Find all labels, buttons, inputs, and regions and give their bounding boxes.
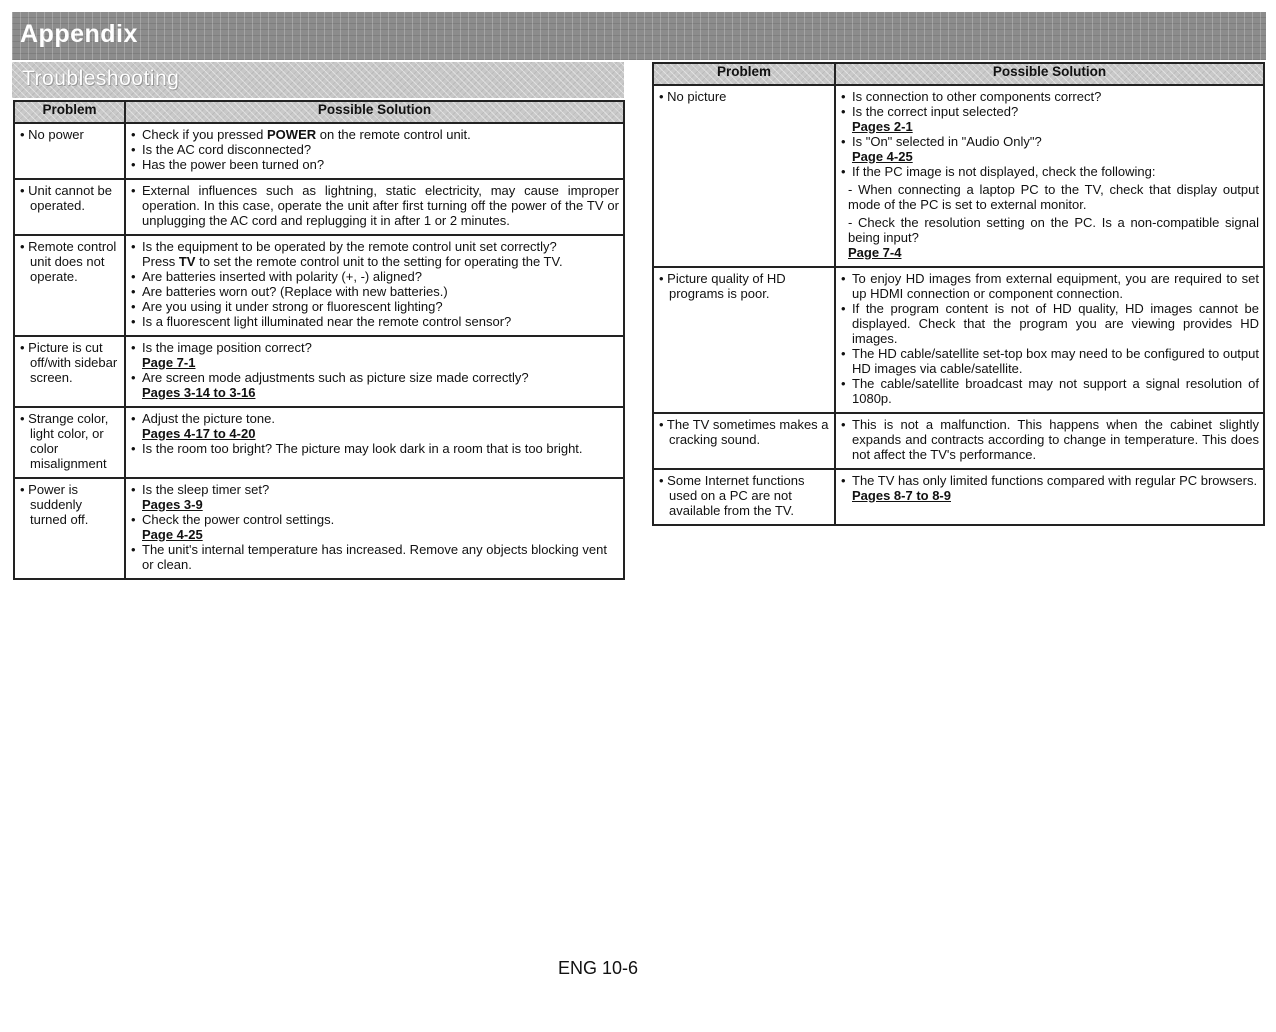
problem-cell bbox=[14, 235, 125, 336]
solution-text: Press bbox=[142, 254, 179, 269]
solution-cell bbox=[125, 235, 624, 336]
solution-cell bbox=[125, 407, 624, 478]
table-row bbox=[14, 407, 624, 478]
problem-text: • Picture quality of HD programs is poor. bbox=[659, 271, 786, 301]
column-header-problem: Problem bbox=[653, 63, 835, 85]
button-name: TV bbox=[178, 254, 196, 269]
table-row bbox=[653, 85, 1264, 267]
table-row bbox=[14, 123, 624, 179]
table-row bbox=[14, 336, 624, 407]
column-header-solution: Possible Solution bbox=[835, 63, 1264, 85]
table-body bbox=[14, 123, 624, 579]
solution-item: • Is the room too bright? The picture may look dark in a room that is too bright. bbox=[130, 441, 619, 456]
page-title: Appendix bbox=[20, 20, 138, 48]
solution-list bbox=[840, 89, 1259, 260]
problem-text: • No picture bbox=[659, 89, 727, 104]
solution-item: • Are batteries inserted with polarity (+, -) aligned? bbox=[130, 269, 619, 284]
table-header-row bbox=[653, 63, 1264, 85]
solution-item: • This is not a malfunction. This happens when the cabinet slightly expands and contracts according to change in temperature. This does not affect the TV's performance. bbox=[840, 417, 1259, 462]
solution-list bbox=[840, 271, 1259, 406]
solution-item: • Is the AC cord disconnected? bbox=[130, 142, 619, 157]
problem-text: • No power bbox=[20, 127, 84, 142]
solution-subitem: - When connecting a laptop PC to the TV, check that display output mode of the PC is set to external monitor. bbox=[848, 182, 1259, 212]
solution-item: • Check the power control settings. bbox=[130, 512, 619, 527]
appendix-banner bbox=[12, 12, 1266, 60]
button-name: POWER bbox=[267, 127, 317, 142]
troubleshooting-table-left bbox=[13, 100, 625, 580]
solution-cell bbox=[125, 336, 624, 407]
solution-list bbox=[130, 340, 619, 400]
solution-list bbox=[840, 473, 1259, 503]
problem-text: • Picture is cut off/with sidebar screen. bbox=[20, 340, 118, 385]
solution-text: to set the remote control unit to the setting for operating the TV. bbox=[195, 254, 563, 269]
problem-text: • The TV sometimes makes a cracking sound. bbox=[659, 417, 829, 447]
problem-text: • Remote control unit does not operate. bbox=[20, 239, 117, 284]
solution-list bbox=[130, 127, 619, 172]
problem-text: • Some Internet functions used on a PC are not available from the TV. bbox=[659, 473, 805, 518]
problem-cell bbox=[14, 179, 125, 235]
solution-item: • Adjust the picture tone. bbox=[130, 411, 619, 426]
problem-cell bbox=[653, 413, 835, 469]
table-row bbox=[653, 469, 1264, 525]
page-reference-link[interactable]: Page 4-25 bbox=[142, 527, 203, 542]
problem-cell bbox=[653, 85, 835, 267]
table-row bbox=[14, 179, 624, 235]
column-header-solution: Possible Solution bbox=[125, 101, 624, 123]
solution-cell bbox=[835, 469, 1264, 525]
solution-item: • The HD cable/satellite set-top box may need to be configured to output HD images via cable/satellite. bbox=[840, 346, 1259, 376]
solution-item: • Is the correct input selected? bbox=[840, 104, 1259, 119]
problem-cell bbox=[14, 407, 125, 478]
solution-cell bbox=[125, 478, 624, 579]
page-reference-link[interactable]: Page 7-1 bbox=[142, 355, 196, 370]
solution-item: • If the PC image is not displayed, check the following: bbox=[840, 164, 1259, 179]
solution-cell bbox=[835, 85, 1264, 267]
solution-list bbox=[130, 482, 619, 572]
problem-text: • Strange color, light color, or color misalignment bbox=[20, 411, 109, 471]
solution-text: Check if you pressed bbox=[142, 127, 268, 142]
problem-cell bbox=[653, 469, 835, 525]
solution-item: • Is a fluorescent light illuminated near the remote control sensor? bbox=[130, 314, 619, 329]
solution-item: • To enjoy HD images from external equipment, you are required to set up HDMI connection or component connection. bbox=[840, 271, 1259, 301]
table-header-row bbox=[14, 101, 624, 123]
solution-cell bbox=[835, 413, 1264, 469]
solution-item: • Is the image position correct? bbox=[130, 340, 619, 355]
table-row bbox=[14, 235, 624, 336]
page-reference-link[interactable]: Page 7-4 bbox=[848, 245, 902, 260]
troubleshooting-table-right bbox=[652, 62, 1265, 526]
solution-item bbox=[130, 254, 619, 269]
solution-list bbox=[840, 417, 1259, 462]
solution-item: • Is "On" selected in "Audio Only"? bbox=[840, 134, 1259, 149]
solution-item: • Is connection to other components correct? bbox=[840, 89, 1259, 104]
solution-item: • External influences such as lightning, static electricity, may cause improper operation. In this case, operate the unit after first turning off the power of the TV or unplugging the AC cord and replugging it in after 1 or 2 minutes. bbox=[130, 183, 619, 228]
solution-item bbox=[130, 127, 619, 142]
solution-list bbox=[130, 411, 619, 456]
solution-item: • Has the power been turned on? bbox=[130, 157, 619, 172]
solution-cell bbox=[835, 267, 1264, 413]
solution-item: • Is the equipment to be operated by the remote control unit set correctly? bbox=[130, 239, 619, 254]
table-row bbox=[14, 478, 624, 579]
solution-subitem: - Check the resolution setting on the PC. Is a non-compatible signal being input? bbox=[848, 215, 1259, 245]
page-reference-link[interactable]: Pages 3-9 bbox=[142, 497, 203, 512]
column-header-problem: Problem bbox=[14, 101, 125, 123]
problem-text: • Power is suddenly turned off. bbox=[20, 482, 89, 527]
solution-item: • The unit's internal temperature has increased. Remove any objects blocking vent or clean. bbox=[130, 542, 619, 572]
solution-cell bbox=[125, 123, 624, 179]
table-row bbox=[653, 267, 1264, 413]
solution-item: • If the program content is not of HD quality, HD images cannot be displayed. Check that the program you are viewing provides HD images. bbox=[840, 301, 1259, 346]
table-body bbox=[653, 85, 1264, 525]
problem-cell bbox=[14, 478, 125, 579]
page-reference-link[interactable]: Pages 3-14 to 3-16 bbox=[142, 385, 256, 400]
problem-cell bbox=[14, 123, 125, 179]
solution-cell bbox=[125, 179, 624, 235]
troubleshooting-banner bbox=[12, 62, 624, 98]
page-number: ENG 10-6 bbox=[558, 958, 639, 978]
problem-cell bbox=[653, 267, 835, 413]
solution-item: • The TV has only limited functions compared with regular PC browsers. bbox=[840, 473, 1259, 488]
page-reference-link[interactable]: Page 4-25 bbox=[852, 149, 913, 164]
section-title: Troubleshooting bbox=[22, 67, 180, 90]
page-reference-link[interactable]: Pages 8-7 to 8-9 bbox=[852, 488, 951, 503]
problem-cell bbox=[14, 336, 125, 407]
table-row bbox=[653, 413, 1264, 469]
solution-list bbox=[130, 183, 619, 228]
problem-text: • Unit cannot be operated. bbox=[20, 183, 112, 213]
solution-item: • Are batteries worn out? (Replace with new batteries.) bbox=[130, 284, 619, 299]
solution-list bbox=[130, 239, 619, 329]
solution-item: • Is the sleep timer set? bbox=[130, 482, 619, 497]
solution-text: on the remote control unit. bbox=[316, 127, 471, 142]
solution-item: • The cable/satellite broadcast may not support a signal resolution of 1080p. bbox=[840, 376, 1259, 406]
solution-item: • Are you using it under strong or fluorescent lighting? bbox=[130, 299, 619, 314]
page-reference-link[interactable]: Pages 4-17 to 4-20 bbox=[142, 426, 256, 441]
page-reference-link[interactable]: Pages 2-1 bbox=[852, 119, 913, 134]
solution-item: • Are screen mode adjustments such as picture size made correctly? bbox=[130, 370, 619, 385]
